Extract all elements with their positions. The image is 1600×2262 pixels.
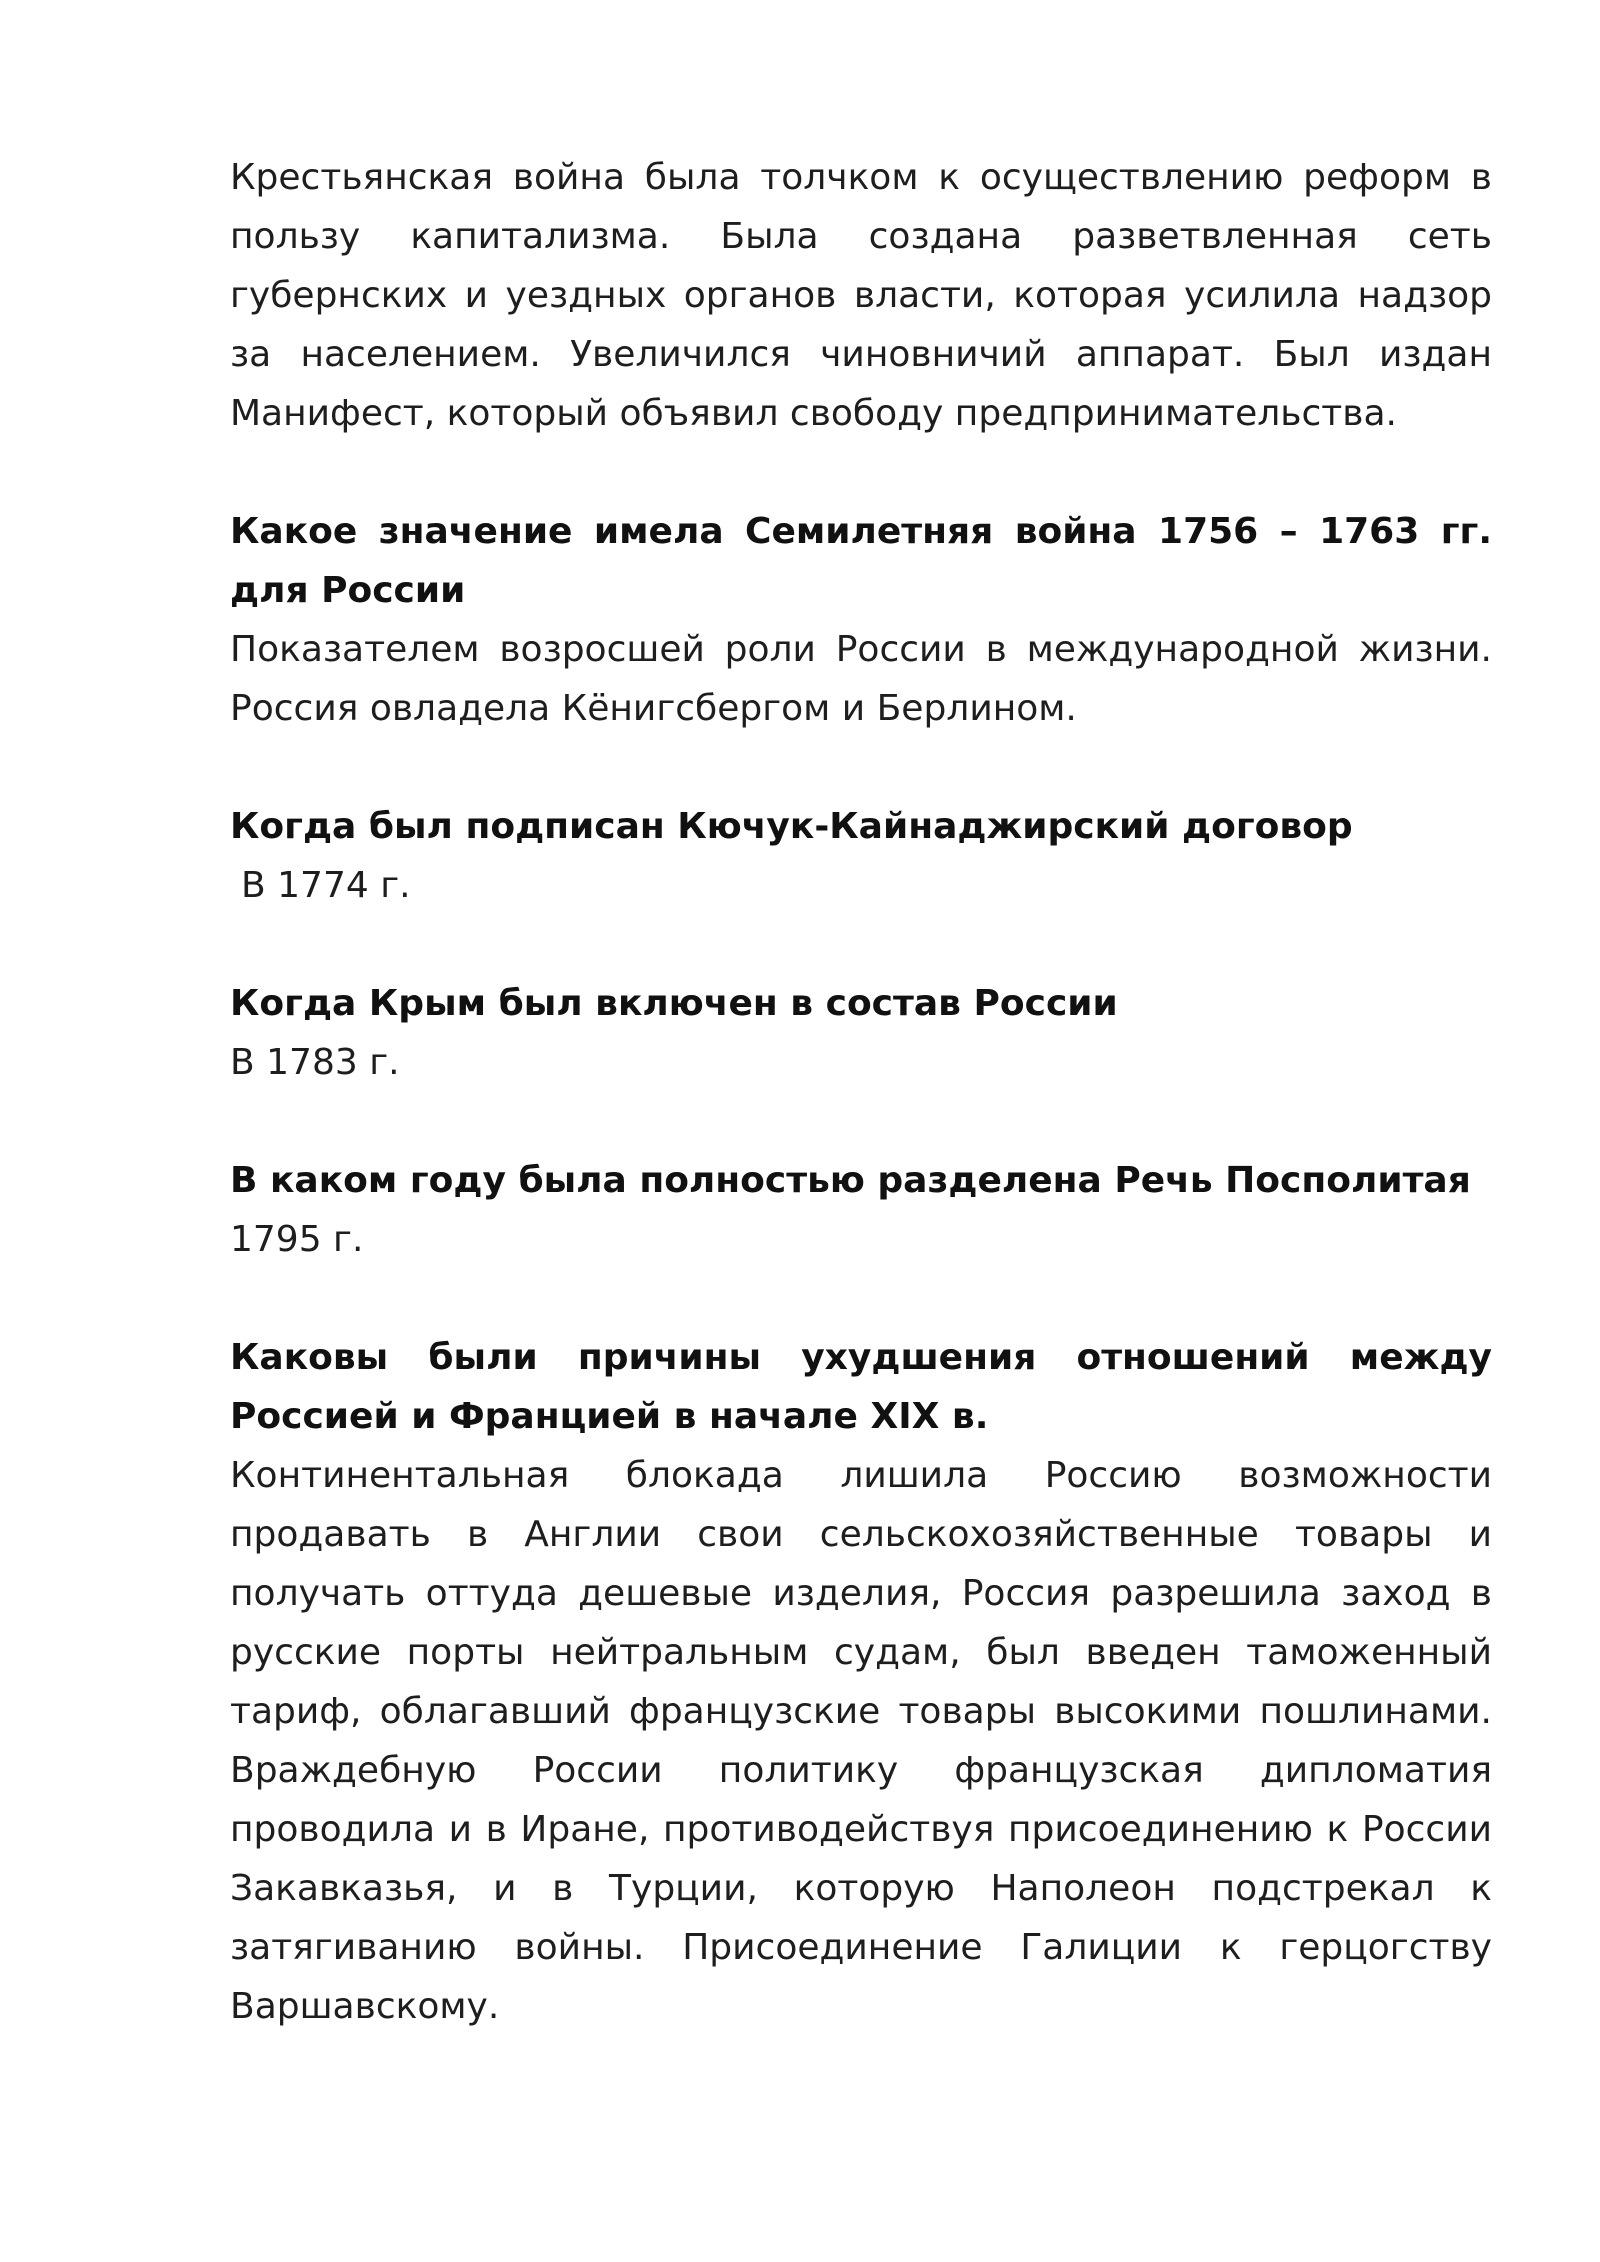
question-partition-of-poland: В каком году была полностью разделена Речь Посполитая	[230, 1160, 1471, 1201]
intro-paragraph: Крестьянская война была толчком к осуществлению реформ в пользу капитализма. Была создана разветвленная сеть губернских и уездных органов власти, которая усилила надзор за населением. Увеличился чиновничий аппарат. Был издан Манифест, который объявил свободу предпринимательства.	[230, 157, 1492, 434]
spacer	[230, 443, 1492, 502]
answer-seven-years-war: Показателем возросшей роли России в международной жизни. Россия овладела Кёнигсбергом и Берлином.	[230, 629, 1492, 729]
spacer	[230, 1269, 1492, 1328]
spacer	[230, 1092, 1492, 1151]
document-page	[230, 148, 1492, 2036]
spacer	[230, 738, 1492, 797]
answer-partition-of-poland: 1795 г.	[230, 1219, 364, 1260]
question-crimea-annexation: Когда Крым был включен в состав России	[230, 983, 1118, 1024]
answer-russia-france-relations: Континентальная блокада лишила Россию возможности продавать в Англии свои сельскохозяйственные товары и получать оттуда дешевые изделия, Россия разрешила заход в русские порты нейтральным судам, был введен таможенный тариф, облагавший французские товары высокими пошлинами. Враждебную России политику французская дипломатия проводила и в Иране, противодействуя присоединению к России Закавказья, и в Турции, которую Наполеон подстрекал к затягиванию войны. Присоединение Галиции к герцогству Варшавскому.	[230, 1455, 1492, 2027]
spacer	[230, 915, 1492, 974]
answer-crimea-annexation: В 1783 г.	[230, 1042, 400, 1083]
answer-kuchuk-kainarji-treaty: В 1774 г.	[241, 865, 411, 906]
question-kuchuk-kainarji-treaty: Когда был подписан Кючук-Кайнаджирский договор	[230, 806, 1353, 847]
question-seven-years-war: Какое значение имела Семилетняя война 1756 – 1763 гг. для России	[230, 511, 1492, 611]
question-russia-france-relations: Каковы были причины ухудшения отношений между Россией и Францией в начале XIX в.	[230, 1337, 1492, 1437]
